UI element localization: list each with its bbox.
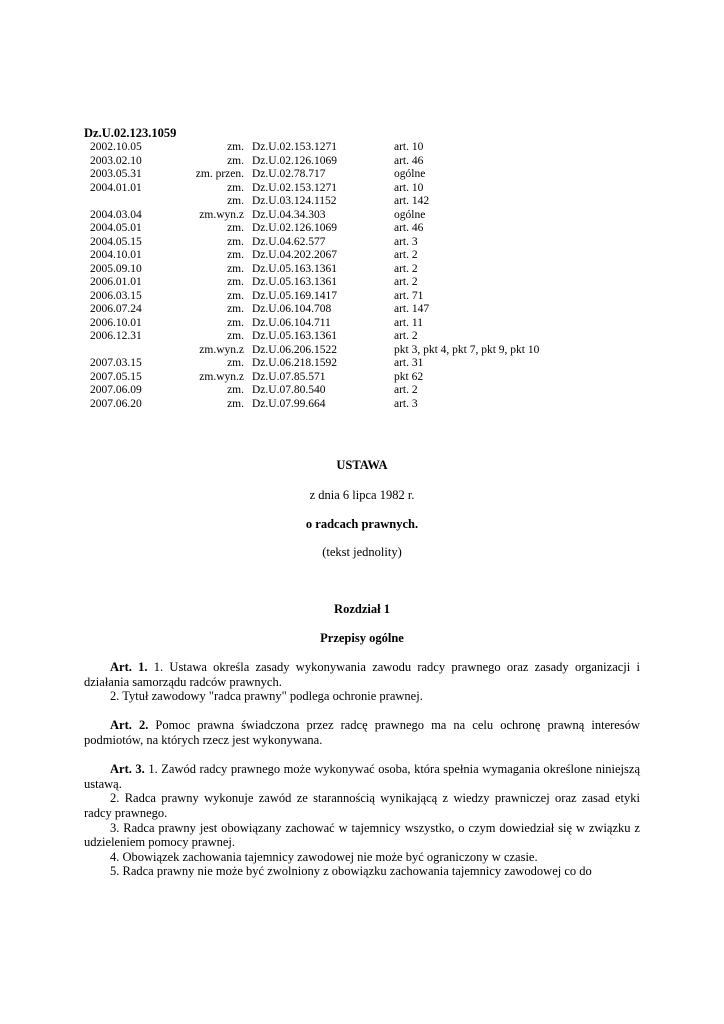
amendment-date: 2006.12.31 <box>90 330 142 342</box>
amendment-article: art. 2 <box>394 384 418 396</box>
amendment-source: Dz.U.06.218.1592 <box>252 357 337 369</box>
art2-label: Art. 2. <box>110 718 149 733</box>
amendment-row <box>84 209 539 223</box>
amendment-article: art. 147 <box>394 303 430 315</box>
amendment-row <box>84 222 539 236</box>
amendment-source: Dz.U.06.206.1522 <box>252 343 337 356</box>
amendment-article: art. 3 <box>394 397 418 410</box>
art2-text1: Pomoc prawna świadczona przez radcę prawnego ma na celu ochronę prawną interesów podmiotów, na których rzecz jest wykonywana. <box>84 718 640 747</box>
amendment-source: Dz.U.04.202.2067 <box>252 249 337 261</box>
amendment-article: art. 46 <box>394 222 424 234</box>
act-subject: o radcach prawnych. <box>305 517 419 531</box>
amendment-article: pkt 3, pkt 4, pkt 7, pkt 9, pkt 10 <box>394 343 540 356</box>
amendment-type: zm. <box>227 330 244 342</box>
amendment-date: 2002.10.05 <box>90 141 142 153</box>
amendment-date <box>84 195 186 209</box>
amendment-row <box>84 330 539 344</box>
amendment-type: zm. <box>227 303 244 315</box>
art3-para4: 4. Obowiązek zachowania tajemnicy zawodowej nie może być ograniczony w czasie. <box>110 849 538 864</box>
amendment-article: art. 2 <box>394 330 418 342</box>
amendment-article: art. 10 <box>394 141 424 153</box>
amendment-row <box>84 276 539 290</box>
amendment-date: 2004.05.15 <box>90 235 142 248</box>
art3-para5: 5. Radca prawny nie może być zwolniony z obowiązku zachowania tajemnicy zawodowej co do <box>110 864 592 879</box>
amendment-type: zm.wyn.z <box>199 343 244 356</box>
amendment-date <box>84 344 186 358</box>
amendment-row <box>84 371 539 385</box>
art1-para1 <box>84 660 640 689</box>
amendment-type: zm. <box>227 154 244 167</box>
amendment-source: Dz.U.04.34.303 <box>252 208 326 221</box>
act-note: (tekst jednolity) <box>322 545 402 559</box>
amendment-source: Dz.U.04.62.577 <box>252 235 326 248</box>
amendment-source: Dz.U.02.153.1271 <box>252 181 337 194</box>
amendment-row <box>84 317 539 331</box>
amendment-type: zm. <box>227 316 244 329</box>
amendment-type: zm. <box>227 222 244 234</box>
amendment-date: 2004.03.04 <box>90 208 142 221</box>
amendment-source: Dz.U.02.78.717 <box>252 168 326 180</box>
amendment-type: zm. <box>227 181 244 194</box>
amendment-row <box>84 263 539 277</box>
amendment-source: Dz.U.02.126.1069 <box>252 154 337 167</box>
amendment-article: art. 2 <box>394 249 418 261</box>
amendment-date: 2007.03.15 <box>90 357 142 369</box>
amendment-row <box>84 384 539 398</box>
amendment-type: zm. <box>227 357 244 369</box>
amendment-article: art. 46 <box>394 154 424 167</box>
amendment-date: 2006.10.01 <box>90 316 142 329</box>
chapter-name: Przepisy ogólne <box>320 631 404 645</box>
art3-text1: 1. Zawód radcy prawnego może wykonywać osoba, która spełnia wymagania określone niniejszą ustawą. <box>84 762 640 791</box>
amendment-source: Dz.U.05.163.1361 <box>252 330 337 342</box>
amendment-type: zm. przen. <box>195 168 244 180</box>
chapter-number: Rozdział 1 <box>334 602 390 616</box>
amendment-row <box>84 195 539 209</box>
amendment-article: art. 2 <box>394 276 418 288</box>
articles-body <box>84 660 640 879</box>
amendment-date: 2005.09.10 <box>90 262 142 275</box>
amendment-row <box>84 303 539 317</box>
amendment-type: zm. <box>227 276 244 288</box>
amendment-source: Dz.U.05.163.1361 <box>252 262 337 275</box>
amendment-source: Dz.U.05.163.1361 <box>252 276 337 288</box>
amendment-row <box>84 182 539 196</box>
amendment-date: 2006.01.01 <box>90 276 142 288</box>
amendment-type: zm. <box>227 289 244 302</box>
amendment-source: Dz.U.06.104.708 <box>252 303 332 315</box>
art3-para3: 3. Radca prawny jest obowiązany zachować w tajemnicy wszystko, o czym dowiedział się w związku z udzieleniem pomocy prawnej. <box>84 820 640 850</box>
amendment-source: Dz.U.03.124.1152 <box>252 195 337 207</box>
amendment-row <box>84 141 539 155</box>
amendment-type: zm. <box>227 195 244 207</box>
amendment-date: 2004.10.01 <box>90 249 142 261</box>
amendment-type: zm. <box>227 262 244 275</box>
amendment-article: art. 31 <box>394 357 424 369</box>
amendment-article: ogólne <box>394 168 426 180</box>
amendment-type: zm. <box>227 249 244 261</box>
art2-para1 <box>84 718 640 747</box>
amendment-type: zm.wyn.z <box>199 370 244 383</box>
amendment-type: zm.wyn.z <box>199 208 244 221</box>
amendment-date: 2007.05.15 <box>90 370 142 383</box>
amendment-date: 2004.01.01 <box>90 181 142 194</box>
amendment-article: ogólne <box>394 208 426 221</box>
amendment-type: zm. <box>227 397 244 410</box>
amendment-row <box>84 155 539 169</box>
amendment-article: art. 71 <box>394 289 424 302</box>
amendment-date: 2007.06.09 <box>90 384 142 396</box>
amendment-row <box>84 357 539 371</box>
amendment-type: zm. <box>227 235 244 248</box>
art3-label: Art. 3. <box>110 762 145 777</box>
amendment-source: Dz.U.05.169.1417 <box>252 289 337 302</box>
art3-para1 <box>84 762 640 791</box>
amendment-row <box>84 398 539 412</box>
amendment-row <box>84 290 539 304</box>
amendment-date: 2006.07.24 <box>90 303 142 315</box>
amendment-article: art. 3 <box>394 235 418 248</box>
art1-text1: 1. Ustawa określa zasady wykonywania zawodu radcy prawnego oraz zasady organizacji i działania samorządu radców prawnych. <box>84 660 640 689</box>
amendment-source: Dz.U.02.126.1069 <box>252 222 337 234</box>
amendment-article: art. 2 <box>394 262 418 275</box>
amendment-type: zm. <box>227 384 244 396</box>
amendment-row <box>84 236 539 250</box>
amendment-source: Dz.U.02.153.1271 <box>252 141 337 153</box>
act-heading: USTAWA <box>336 458 388 472</box>
amendment-date: 2004.05.01 <box>90 222 142 234</box>
amendment-source: Dz.U.06.104.711 <box>252 316 331 329</box>
amendment-source: Dz.U.07.85.571 <box>252 370 326 383</box>
amendment-date: 2003.02.10 <box>90 154 142 167</box>
amendment-date: 2006.03.15 <box>90 289 142 302</box>
amendment-type: zm. <box>227 141 244 153</box>
amendment-article: art. 10 <box>394 181 424 194</box>
art1-label: Art. 1. <box>110 660 148 674</box>
art1-para2: 2. Tytuł zawodowy "radca prawny" podlega ochronie prawnej. <box>110 689 423 704</box>
amendment-date: 2007.06.20 <box>90 397 142 410</box>
amendment-row <box>84 168 539 182</box>
amendment-article: art. 11 <box>394 316 423 329</box>
amendment-source: Dz.U.07.99.664 <box>252 397 326 410</box>
amendment-article: art. 142 <box>394 195 430 207</box>
amendments-table <box>84 141 539 411</box>
act-date: z dnia 6 lipca 1982 r. <box>309 488 415 502</box>
amendment-row <box>84 249 539 263</box>
document-id: Dz.U.02.123.1059 <box>84 126 177 140</box>
amendment-source: Dz.U.07.80.540 <box>252 384 326 396</box>
amendment-row <box>84 344 539 358</box>
art3-para2: 2. Radca prawny wykonuje zawód ze starannością wynikającą z wiedzy prawniczej oraz zasad etyki radcy prawnego. <box>84 791 640 820</box>
amendment-date: 2003.05.31 <box>90 168 142 180</box>
amendment-article: pkt 62 <box>394 370 424 383</box>
